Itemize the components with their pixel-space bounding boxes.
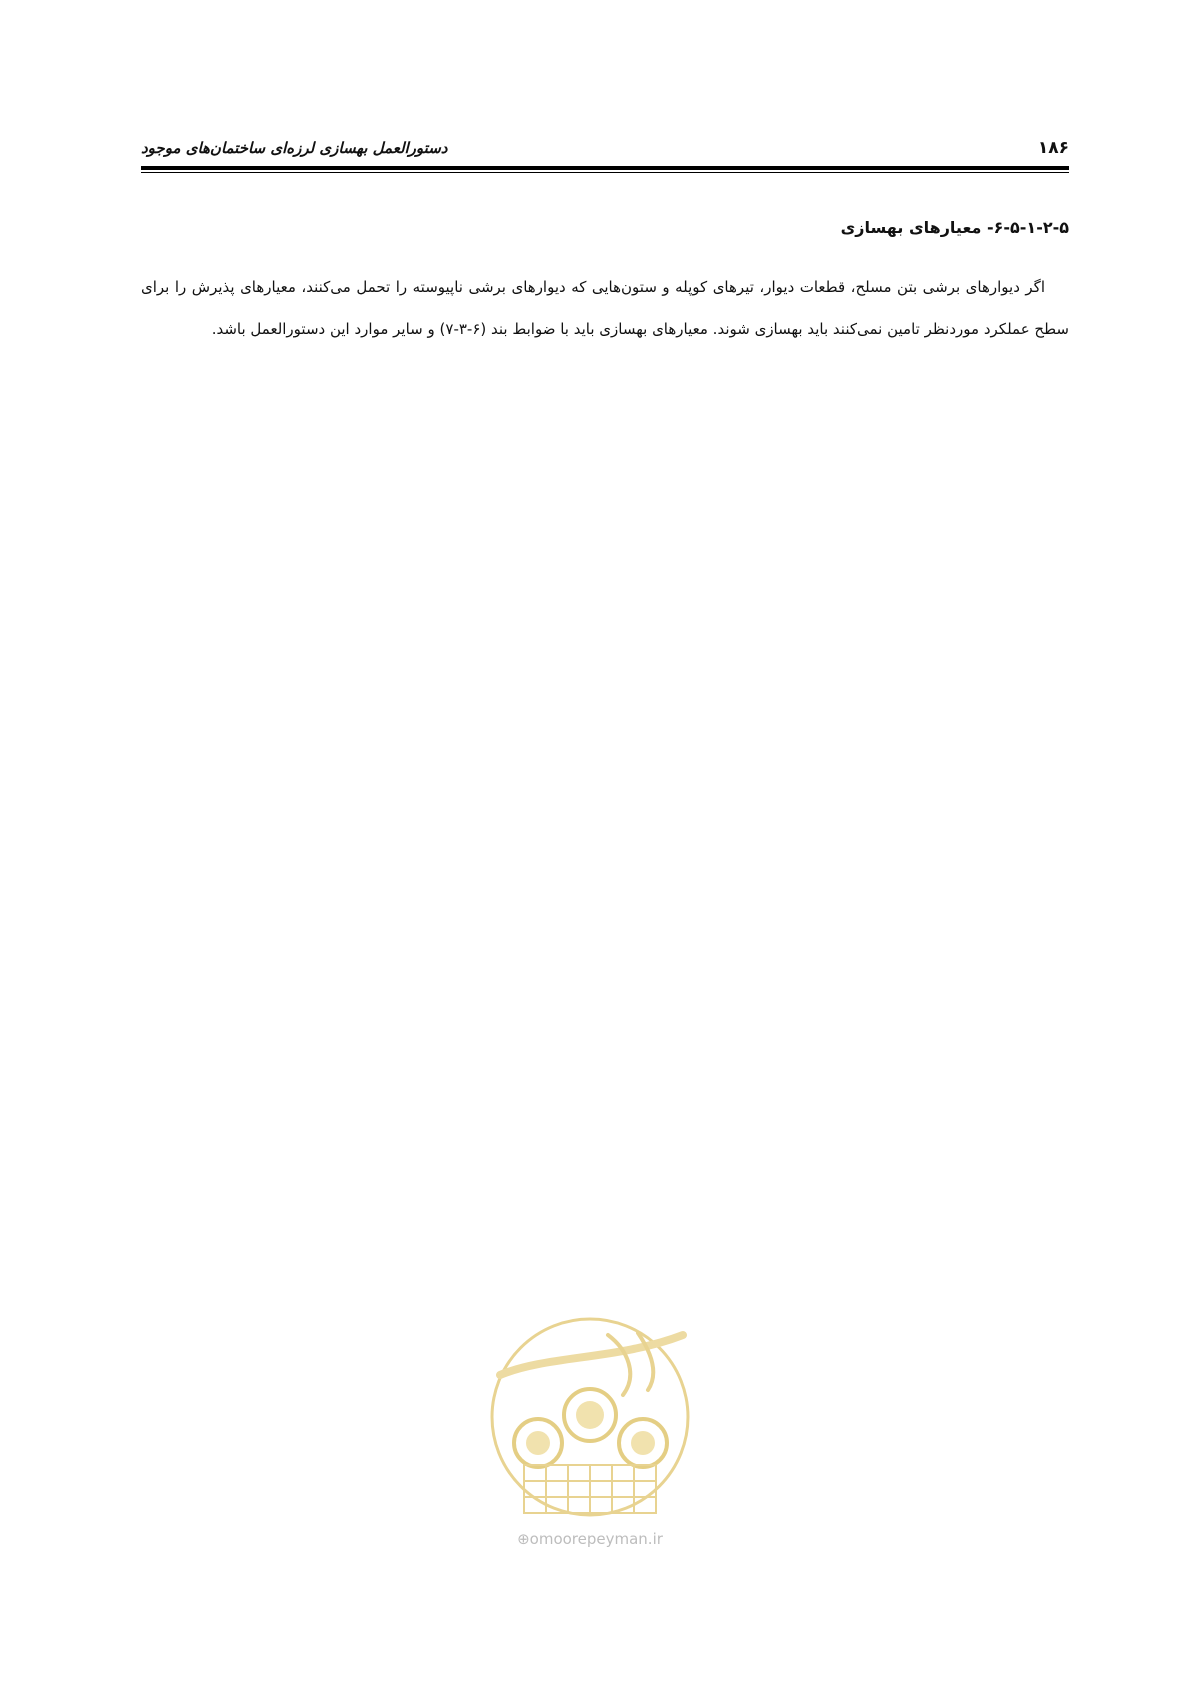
watermark-logo <box>488 1315 692 1565</box>
globe-icon: ⊕ <box>517 1530 530 1548</box>
page-number: ۱۸۶ <box>1037 138 1069 158</box>
body-paragraph: اگر دیوارهای برشی بتن مسلح، قطعات دیوار، تیرهای کوپله و ستون‌هایی که دیوارهای برشی ناپیوسته را تحمل می‌کنند، معیارهای پذیرش را برای سطح عملکرد موردنظر تامین نمی‌کنند باید بهسازی شوند. معیارهای بهسازی باید با ضوابط بند (۶-۳-۷) و سایر موارد این دستورالعمل باشد. <box>141 278 1069 338</box>
watermark-url-text: omoorepeyman.ir <box>529 1530 663 1548</box>
header-rule-thin <box>141 172 1069 173</box>
running-title: دستورالعمل بهسازی لرزه‌ای ساختمان‌های موجود <box>141 139 448 157</box>
page-header <box>141 136 1069 160</box>
section-heading: ۶-۵-۱-۲-۵- معیارهای بهسازی <box>840 218 1069 237</box>
header-rule-thick <box>141 166 1069 170</box>
watermark-url <box>488 1530 692 1548</box>
